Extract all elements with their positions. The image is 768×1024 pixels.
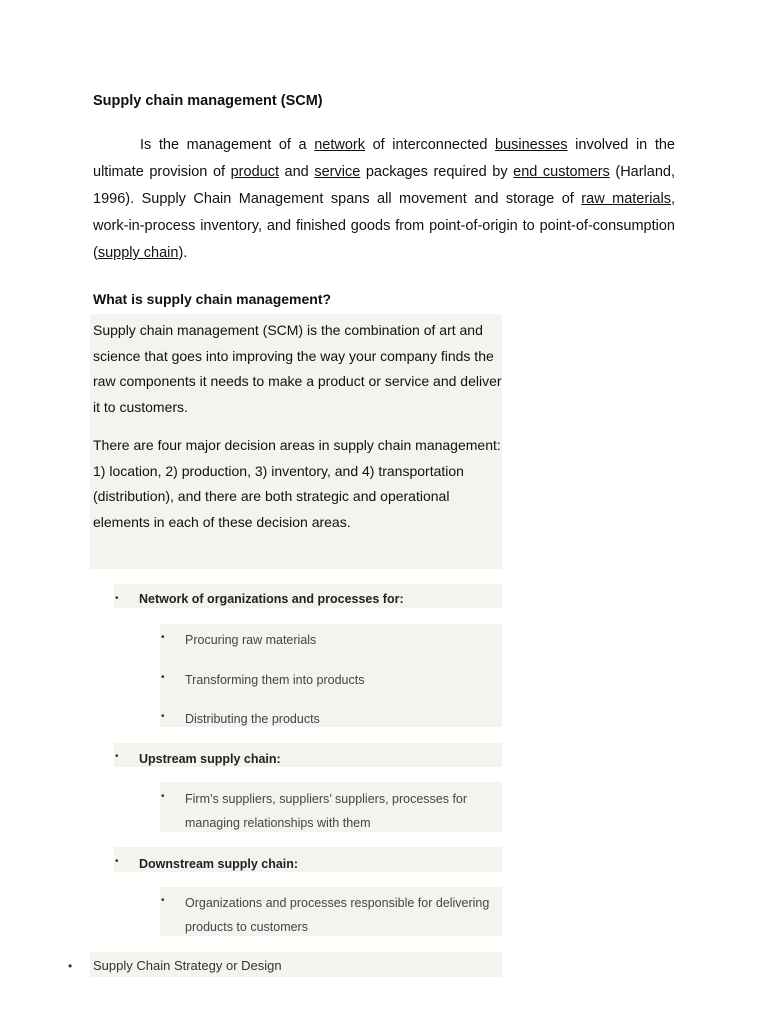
intro-text-1: Is the management of a bbox=[140, 137, 315, 153]
intro-paragraph bbox=[93, 132, 675, 267]
list-item-network: Network of organizations and processes for: bbox=[139, 592, 404, 606]
list-item-strategy: Supply Chain Strategy or Design bbox=[93, 958, 282, 973]
list-item bbox=[161, 891, 489, 939]
link-raw-materials[interactable]: raw materials bbox=[581, 191, 671, 207]
bullet-icon: • bbox=[161, 632, 165, 643]
bullet-icon: • bbox=[115, 856, 119, 867]
document-heading: Supply chain management (SCM) bbox=[93, 93, 323, 109]
list-item-downstream-detail bbox=[185, 891, 489, 939]
link-end-customers[interactable]: end customers bbox=[513, 164, 610, 180]
list-item-upstream-detail bbox=[185, 787, 467, 835]
bullet-icon: • bbox=[161, 791, 165, 802]
bullet-icon: • bbox=[161, 672, 165, 683]
list-item bbox=[115, 852, 298, 876]
list-item-procuring: Procuring raw materials bbox=[185, 633, 317, 647]
link-businesses[interactable]: businesses bbox=[495, 137, 568, 153]
list-item-distributing: Distributing the products bbox=[185, 712, 320, 726]
list-item bbox=[161, 668, 364, 692]
bullet-icon: • bbox=[115, 593, 119, 604]
intro-text-6: (Harland, 1996). Supply Chain Management spans all movement and storage of bbox=[93, 164, 676, 207]
list-item bbox=[161, 707, 320, 731]
definition-paragraph: Supply chain management (SCM) is the combination of art and science that goes into improving the way your company finds the raw components it needs to make a product or service and deliver it to customers. bbox=[93, 322, 502, 415]
list-item bbox=[161, 628, 316, 652]
link-network[interactable]: network bbox=[314, 137, 365, 153]
bullet-icon: • bbox=[161, 895, 165, 906]
decision-areas-paragraph: There are four major decision areas in supply chain management: 1) location, 2) production, 3) inventory, and 4) transportation (distribution), and there are both strategic and operational elements in each of these decision areas. bbox=[93, 437, 501, 530]
downstream-detail-line-1: Organizations and processes responsible for delivering bbox=[185, 896, 490, 910]
intro-text-4: and bbox=[278, 164, 315, 180]
intro-text-5: packages required by bbox=[360, 164, 514, 180]
intro-text-3: involved in the ultimate provision of bbox=[93, 137, 675, 180]
link-supply-chain[interactable]: supply chain bbox=[97, 245, 179, 261]
list-item-transforming: Transforming them into products bbox=[185, 673, 365, 687]
intro-text-7: , work-in-process inventory, and finished goods from point-of-origin to point-of-consumption ( bbox=[93, 191, 675, 261]
list-item bbox=[115, 747, 281, 771]
intro-text-2: of interconnected bbox=[365, 137, 496, 153]
intro-text-8: ). bbox=[178, 245, 188, 261]
list-item bbox=[68, 958, 282, 973]
bullet-icon: • bbox=[161, 711, 165, 722]
link-service[interactable]: service bbox=[314, 164, 361, 180]
bullet-icon: • bbox=[115, 751, 119, 762]
list-item-downstream: Downstream supply chain: bbox=[139, 857, 299, 871]
list-item bbox=[161, 787, 467, 835]
upstream-detail-line-2: managing relationships with them bbox=[185, 816, 371, 830]
downstream-detail-line-2: products to customers bbox=[185, 920, 308, 934]
link-product[interactable]: product bbox=[230, 164, 279, 180]
bullet-icon: • bbox=[68, 958, 73, 973]
list-item-upstream: Upstream supply chain: bbox=[139, 752, 281, 766]
list-item bbox=[115, 589, 404, 611]
upstream-detail-line-1: Firm’s suppliers, suppliers’ suppliers, processes for bbox=[185, 792, 468, 806]
section-subheading: What is supply chain management? bbox=[93, 291, 332, 307]
